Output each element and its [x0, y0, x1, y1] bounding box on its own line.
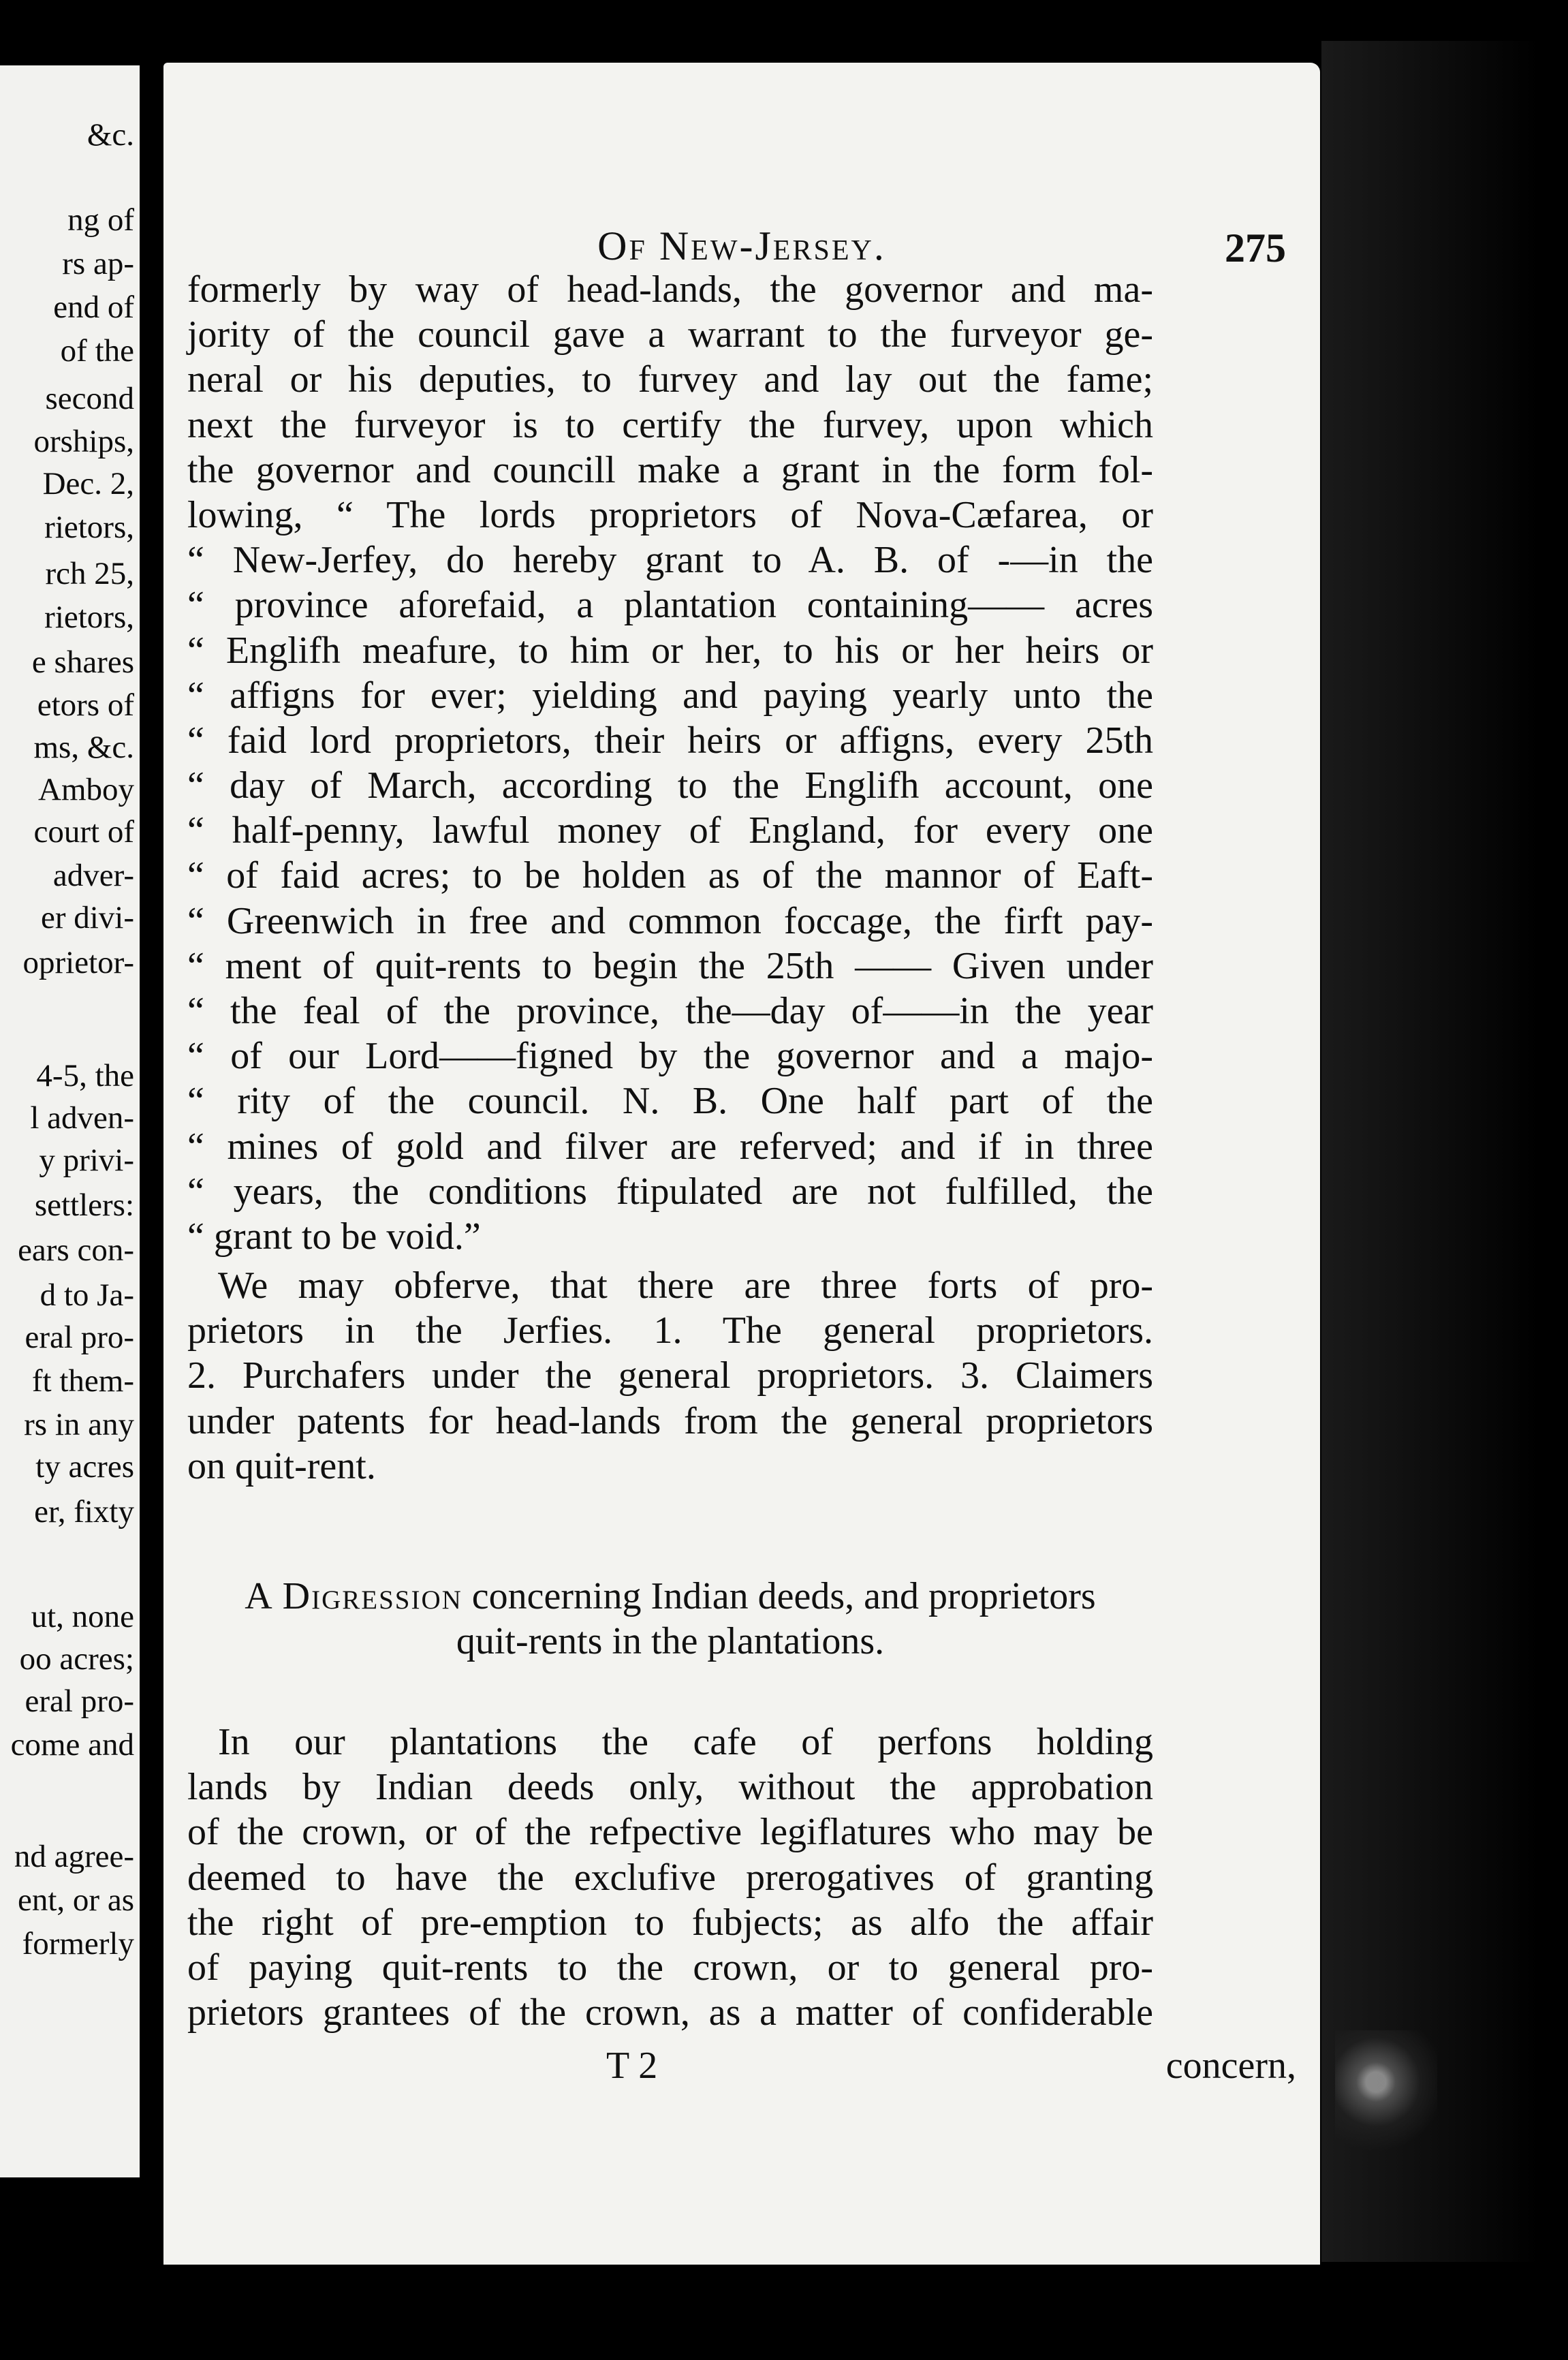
- left-page-line: d to Ja-: [40, 1277, 134, 1313]
- left-page-line: court of: [33, 814, 134, 850]
- text-line: “ affigns for ever; yielding and paying yearly unto the: [187, 674, 1153, 717]
- heading-line1: concerning Indian deeds, and proprietors: [462, 1575, 1096, 1617]
- left-page-line: ty acres: [35, 1449, 134, 1485]
- text-line: “ Greenwich in free and common foccage, the firft pay-: [187, 899, 1153, 942]
- left-page-line: oo acres;: [19, 1641, 134, 1677]
- paper-damage-speckle: [1335, 2030, 1437, 2160]
- signature-mark: T 2: [606, 2045, 658, 2087]
- text-line: lowing, “ The lords proprietors of Nova-Cæfarea, or: [187, 493, 1153, 536]
- section-heading-digression: [187, 1574, 1153, 1664]
- left-page-line: rietors,: [44, 600, 134, 635]
- text-line: lands by Indian deeds only, without the approbation: [187, 1766, 1153, 1809]
- text-line: “ of faid acres; to be holden as of the mannor of Eaft-: [187, 854, 1153, 897]
- text-line: “ Englifh meafure, to him or her, to his or her heirs or: [187, 629, 1153, 672]
- text-line: “ the feal of the province, the—day of——in the year: [187, 990, 1153, 1032]
- text-line: prietors in the Jerfies. 1. The general proprietors.: [187, 1309, 1153, 1352]
- running-head: Of New-Jersey.: [597, 223, 886, 268]
- text-line: on quit-rent.: [187, 1444, 376, 1487]
- text-line: “ ment of quit-rents to begin the 25th —— Given under: [187, 944, 1153, 987]
- left-page-line: ng of: [67, 202, 134, 238]
- text-line: of paying quit-rents to the crown, or to general pro-: [187, 1946, 1153, 1989]
- left-page-line: l adven-: [30, 1100, 134, 1136]
- heading-line2: quit-rents in the plantations.: [456, 1620, 885, 1663]
- left-page-line: Dec. 2,: [42, 466, 134, 501]
- left-page-line: of the: [60, 333, 134, 369]
- text-line: “ province aforefaid, a plantation containing—— acres: [187, 584, 1153, 627]
- text-line: “ half-penny, lawful money of England, for every one: [187, 809, 1153, 852]
- page-number: 275: [1225, 226, 1286, 270]
- text-line: jority of the council gave a warrant to the furveyor ge-: [187, 313, 1153, 356]
- left-page-line: ears con-: [18, 1232, 134, 1268]
- left-page-fragment: [0, 65, 140, 2177]
- left-page-line: adver-: [52, 858, 134, 893]
- left-page-line: er divi-: [40, 900, 134, 935]
- text-line: prietors grantees of the crown, as a matter of confiderable: [187, 1991, 1153, 2034]
- left-page-line: ft them-: [31, 1363, 134, 1399]
- text-line: the right of pre-emption to fubjects; as alfo the affair: [187, 1901, 1153, 1944]
- text-line: In our plantations the cafe of perfons holding: [218, 1721, 1153, 1763]
- left-page-line: rch 25,: [45, 556, 134, 591]
- left-page-line: eral pro-: [25, 1320, 134, 1355]
- text-line: “ rity of the council. N. B. One half part of the: [187, 1080, 1153, 1123]
- text-line: the governor and councill make a grant in the form fol-: [187, 448, 1153, 491]
- left-page-line: settlers:: [34, 1187, 134, 1223]
- left-page-line: come and: [10, 1727, 134, 1763]
- text-line: 2. Purchafers under the general proprietors. 3. Claimers: [187, 1354, 1153, 1397]
- text-line: “ faid lord proprietors, their heirs or affigns, every 25th: [187, 719, 1153, 762]
- left-page-line: oprietor-: [22, 945, 134, 980]
- left-page-line: end of: [53, 290, 134, 325]
- left-page-line: 4-5, the: [36, 1058, 134, 1093]
- left-page-line: rietors,: [44, 510, 134, 545]
- left-page-line: ut, none: [31, 1599, 134, 1634]
- text-line: “ years, the conditions ftipulated are not fulfilled, the: [187, 1170, 1153, 1213]
- paragraph-indian-deeds: [187, 1720, 1153, 2035]
- left-page-line: e shares: [31, 645, 134, 680]
- book-gutter: [140, 41, 160, 2289]
- page-275: [163, 63, 1320, 2265]
- left-page-line: &c.: [87, 117, 134, 153]
- paragraph-three-sorts: [187, 1263, 1153, 1489]
- page-foot: [163, 2044, 1320, 2092]
- heading-lead: A Digression: [245, 1575, 462, 1617]
- left-page-line: second: [45, 381, 134, 416]
- left-page-line: orships,: [33, 424, 134, 459]
- text-line: next the furveyor is to certify the furvey, upon which: [187, 403, 1153, 446]
- text-line: “ mines of gold and filver are referved; and if in three: [187, 1125, 1153, 1168]
- left-page-line: nd agree-: [14, 1839, 134, 1874]
- paragraph-grant-form: [187, 267, 1153, 1259]
- left-page-line: eral pro-: [25, 1683, 134, 1719]
- left-page-line: ent, or as: [18, 1882, 134, 1918]
- text-line: under patents for head-lands from the general proprietors: [187, 1399, 1153, 1442]
- left-page-line: er, fixty: [34, 1494, 134, 1530]
- text-line: of the crown, or of the refpective legiflatures who may be: [187, 1811, 1153, 1854]
- catchword: concern,: [1165, 2045, 1296, 2087]
- left-page-line: Amboy: [38, 772, 134, 807]
- text-line: “ of our Lord——figned by the governor and a majo-: [187, 1035, 1153, 1078]
- left-page-line: ms, &c.: [33, 730, 134, 765]
- left-page-line: formerly: [22, 1926, 134, 1961]
- text-line: “ grant to be void.”: [187, 1215, 481, 1258]
- left-page-line: rs ap-: [62, 246, 134, 281]
- left-page-line: rs in any: [24, 1407, 134, 1442]
- text-line: “ New-Jerfey, do hereby grant to A. B. of -—in the: [187, 539, 1153, 582]
- text-line: deemed to have the exclufive prerogatives of granting: [187, 1856, 1153, 1899]
- text-line: “ day of March, according to the Englifh account, one: [187, 764, 1153, 807]
- text-line: formerly by way of head-lands, the governor and ma-: [187, 268, 1153, 311]
- left-page-line: y privi-: [39, 1143, 134, 1178]
- right-page-edges: [1321, 41, 1539, 2262]
- text-line: neral or his deputies, to furvey and lay out the fame;: [187, 358, 1153, 401]
- text-line: We may obferve, that there are three forts of pro-: [218, 1264, 1153, 1307]
- left-page-line: etors of: [37, 687, 134, 723]
